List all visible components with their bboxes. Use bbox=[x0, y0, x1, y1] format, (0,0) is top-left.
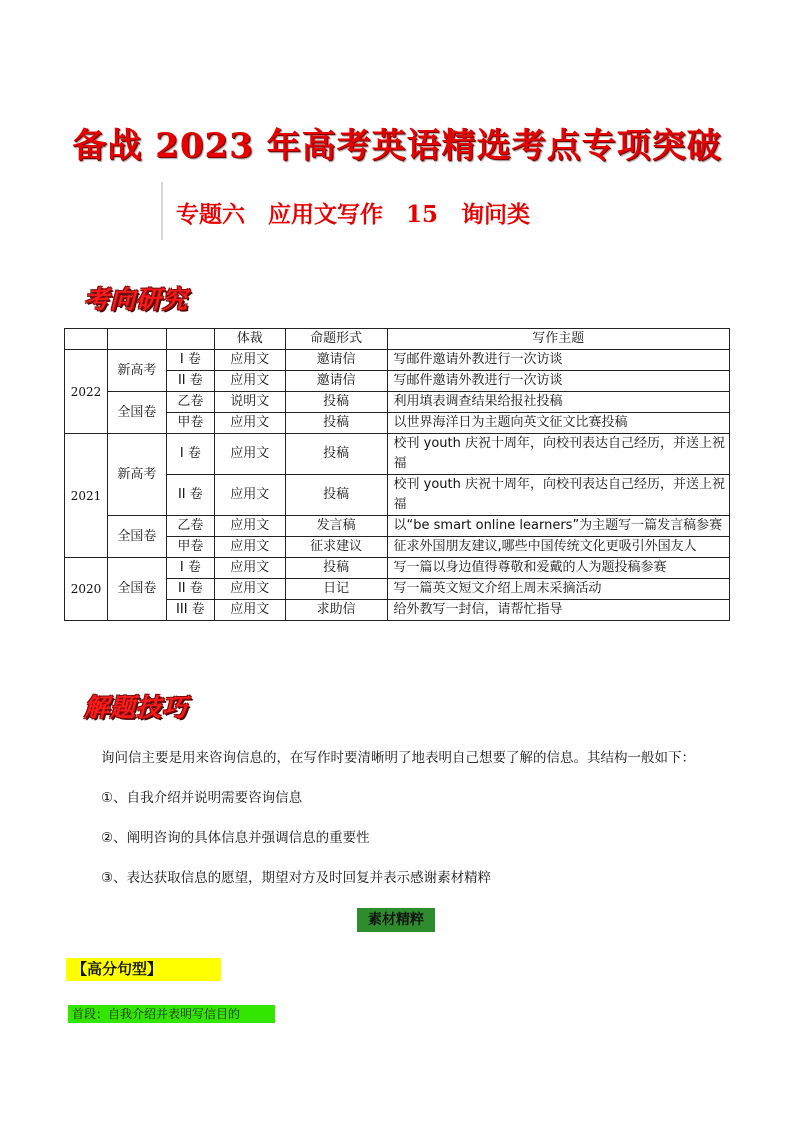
section-title-research: 考向研究 bbox=[84, 285, 189, 314]
group-cell: 新高考 bbox=[107, 434, 166, 516]
form-cell: 投稿 bbox=[285, 475, 387, 516]
paper-cell: II 卷 bbox=[166, 579, 214, 600]
structure-point-1: ①、自我介绍并说明需要咨询信息 bbox=[101, 790, 303, 806]
topic-cell: 校刊 youth 庆祝十周年，向校刊表达自己经历，并送上祝福 bbox=[387, 475, 729, 516]
topic-cell: 以世界海洋日为主题向英文征文比赛投稿 bbox=[387, 413, 729, 434]
table-row bbox=[65, 558, 730, 579]
table-row bbox=[65, 434, 730, 475]
paper-cell: I 卷 bbox=[166, 350, 214, 371]
main-title: 备战 2023 年高考英语精选考点专项突破 bbox=[72, 126, 722, 166]
paper-cell: I 卷 bbox=[166, 434, 214, 475]
genre-cell: 应用文 bbox=[214, 350, 285, 371]
genre-cell: 应用文 bbox=[214, 413, 285, 434]
topic-cell: 写邮件邀请外教进行一次访谈 bbox=[387, 350, 729, 371]
genre-cell: 应用文 bbox=[214, 434, 285, 475]
intro-paragraph: 询问信主要是用来咨询信息的，在写作时要清晰明了地表明自己想要了解的信息。其结构一般如下： bbox=[101, 750, 695, 766]
topic-cell: 校刊 youth 庆祝十周年，向校刊表达自己经历，并送上祝福 bbox=[387, 434, 729, 475]
genre-cell: 应用文 bbox=[214, 371, 285, 392]
first-paragraph-label: 首段：自我介绍并表明写信目的 bbox=[68, 1005, 275, 1023]
form-cell: 投稿 bbox=[285, 558, 387, 579]
topic-cell: 写一篇英文短文介绍上周末采摘活动 bbox=[387, 579, 729, 600]
table-header-row bbox=[65, 329, 730, 350]
paper-cell: II 卷 bbox=[166, 371, 214, 392]
paper-cell: 乙卷 bbox=[166, 392, 214, 413]
year-cell: 2021 bbox=[65, 434, 108, 558]
table-header-cell bbox=[166, 329, 214, 350]
group-cell: 新高考 bbox=[107, 350, 166, 392]
topic-cell: 利用填表调查结果给报社投稿 bbox=[387, 392, 729, 413]
paper-cell: III 卷 bbox=[166, 600, 214, 621]
form-cell: 邀请信 bbox=[285, 350, 387, 371]
table-header-cell: 体裁 bbox=[214, 329, 285, 350]
table-row bbox=[65, 392, 730, 413]
topic-cell: 征求外国朋友建议,哪些中国传统文化更吸引外国友人 bbox=[387, 537, 729, 558]
section-title-skills: 解题技巧 bbox=[84, 693, 189, 722]
topic-cell: 以“be smart online learners”为主题写一篇发言稿参赛 bbox=[387, 516, 729, 537]
table-header-cell bbox=[107, 329, 166, 350]
form-cell: 投稿 bbox=[285, 413, 387, 434]
genre-cell: 应用文 bbox=[214, 600, 285, 621]
form-cell: 征求建议 bbox=[285, 537, 387, 558]
genre-cell: 应用文 bbox=[214, 516, 285, 537]
high-score-heading: 【高分句型】 bbox=[66, 958, 221, 981]
sub-title: 专题六 应用文写作 15 询问类 bbox=[176, 201, 531, 228]
form-cell: 求助信 bbox=[285, 600, 387, 621]
genre-cell: 应用文 bbox=[214, 475, 285, 516]
material-heading: 素材精粹 bbox=[357, 908, 435, 932]
paper-cell: 甲卷 bbox=[166, 537, 214, 558]
form-cell: 投稿 bbox=[285, 434, 387, 475]
exam-table bbox=[64, 328, 730, 621]
form-cell: 邀请信 bbox=[285, 371, 387, 392]
genre-cell: 应用文 bbox=[214, 558, 285, 579]
group-cell: 全国卷 bbox=[107, 392, 166, 434]
paper-cell: 甲卷 bbox=[166, 413, 214, 434]
year-cell: 2020 bbox=[65, 558, 108, 621]
group-cell: 全国卷 bbox=[107, 558, 166, 621]
topic-cell: 给外教写一封信，请帮忙指导 bbox=[387, 600, 729, 621]
table-row bbox=[65, 516, 730, 537]
table-header-cell: 命题形式 bbox=[285, 329, 387, 350]
form-cell: 发言稿 bbox=[285, 516, 387, 537]
table-header-cell bbox=[65, 329, 108, 350]
subtitle-divider bbox=[161, 182, 163, 240]
group-cell: 全国卷 bbox=[107, 516, 166, 558]
table-row bbox=[65, 350, 730, 371]
structure-point-2: ②、阐明咨询的具体信息并强调信息的重要性 bbox=[101, 830, 370, 846]
table-header-cell: 写作主题 bbox=[387, 329, 729, 350]
form-cell: 投稿 bbox=[285, 392, 387, 413]
genre-cell: 说明文 bbox=[214, 392, 285, 413]
year-cell: 2022 bbox=[65, 350, 108, 434]
structure-point-3: ③、表达获取信息的愿望，期望对方及时回复并表示感谢素材精粹 bbox=[101, 870, 492, 886]
paper-cell: 乙卷 bbox=[166, 516, 214, 537]
genre-cell: 应用文 bbox=[214, 537, 285, 558]
paper-cell: II 卷 bbox=[166, 475, 214, 516]
genre-cell: 应用文 bbox=[214, 579, 285, 600]
paper-cell: I 卷 bbox=[166, 558, 214, 579]
form-cell: 日记 bbox=[285, 579, 387, 600]
topic-cell: 写邮件邀请外教进行一次访谈 bbox=[387, 371, 729, 392]
topic-cell: 写一篇以身边值得尊敬和爱戴的人为题投稿参赛 bbox=[387, 558, 729, 579]
